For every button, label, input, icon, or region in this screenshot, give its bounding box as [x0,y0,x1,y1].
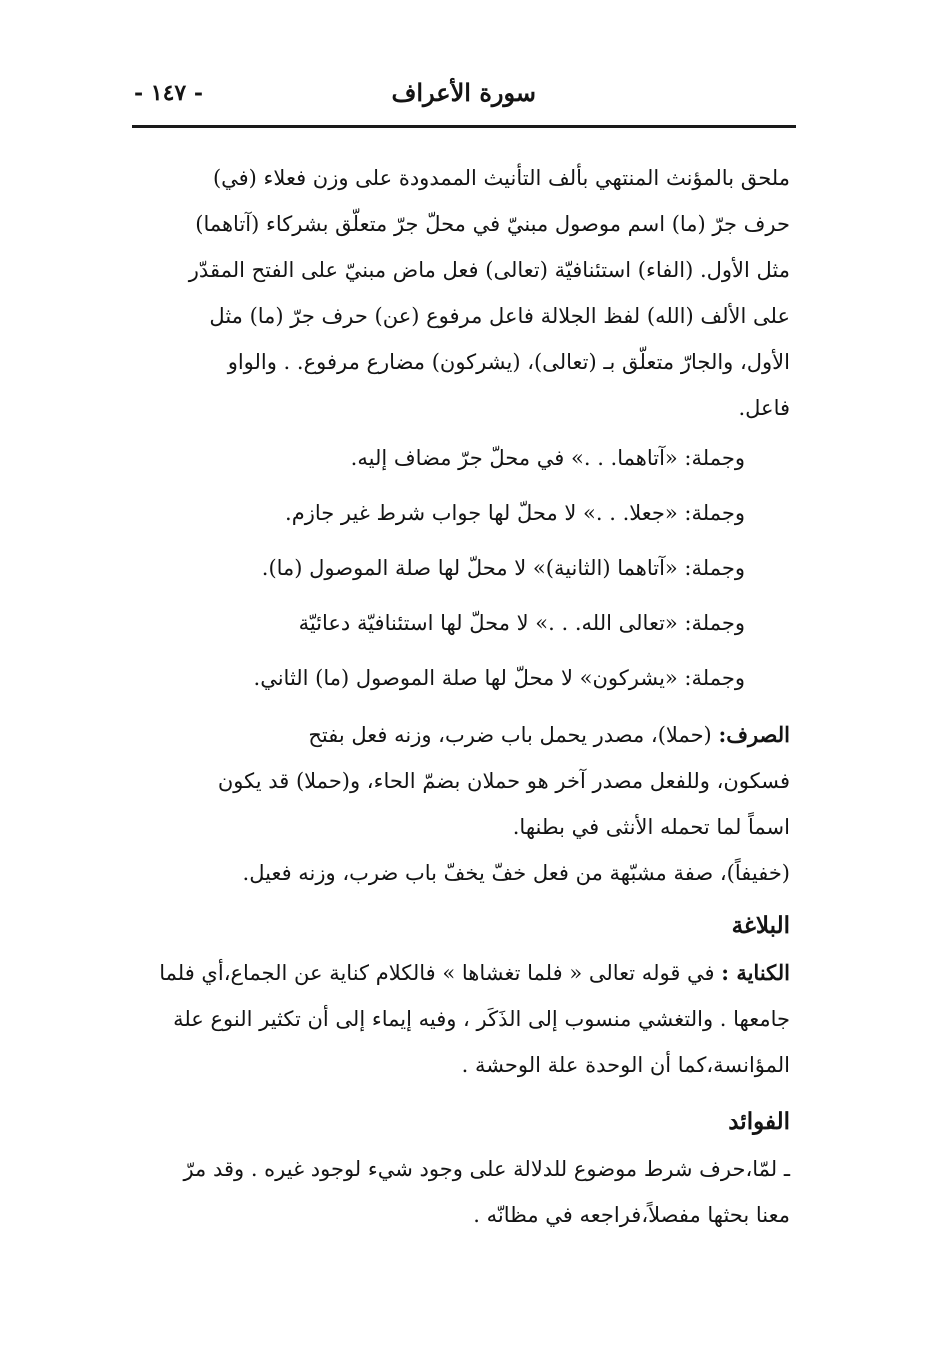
sarf-text: (حملا)، مصدر يحمل باب ضرب، وزنه فعل بفتح [308,723,712,747]
jumal-section [128,431,790,706]
jumla-line: وجملة: «يشركون» لا محلّ لها صلة الموصول (ما) الثاني. [253,666,745,690]
balagha-line: المؤانسة،كما أن الوحدة علة الوحشة . [461,1053,790,1077]
jumla-line: وجملة: «تعالى الله. . .» لا محلّ لها استئنافيّة دعائيّة [298,611,745,635]
sarf-line: اسماً لما تحمله الأنثى في بطنها. [512,815,790,839]
page-number: - ١٤٧ - [134,80,204,106]
fawaid-line: معنا بحثها مفصلاً،فراجعه في مظانّه . [473,1203,790,1227]
fawaid-heading: الفوائد [728,1108,790,1135]
balagha-section [128,902,790,1088]
i3rab-line: مثل الأول. (الفاء) استئنافيّة (تعالى) فعل ماض مبنيّ على الفتح المقدّر [188,258,790,282]
sarf-label: الصرف: [718,722,790,747]
sarf-line: (خفيفاً)، صفة مشبّهة من فعل خفّ يخفّ باب ضرب، وزنه فعيل. [242,861,790,885]
i3rab-section [128,155,790,431]
balagha-line: جامعها . والتغشي منسوب إلى الذَكَر ، وفيه إيماء إلى أن تكثير النوع علة [173,1007,790,1031]
i3rab-line: على الألف (الله) لفظ الجلالة فاعل مرفوع (عن) حرف جرّ (ما) مثل [209,304,790,328]
fawaid-section [128,1098,790,1238]
kinaya-label: الكناية : [721,960,790,985]
i3rab-line: فاعل. [738,396,790,420]
sarf-line: فسكون، وللفعل مصدر آخر هو حملان بضمّ الحاء، و(حملا) قد يكون [217,769,790,793]
jumla-line: وجملة: «جعلا. . .» لا محلّ لها جواب شرط غير جازم. [285,501,745,525]
balagha-heading: البلاغة [731,912,790,939]
i3rab-line: حرف جرّ (ما) اسم موصول مبنيّ في محلّ جرّ متعلّق بشركاء (آتاهما) [195,212,790,236]
page-title: سورة الأعراف [391,78,536,107]
kinaya-text: في قوله تعالى « فلما تغشاها » فالكلام كناية عن الجماع،أي فلما [159,961,715,985]
header-divider [132,125,796,128]
jumla-line: وجملة: «آتاهما (الثانية)» لا محلّ لها صلة الموصول (ما). [261,556,745,580]
fawaid-line: ـ لمّا،حرف شرط موضوع للدلالة على وجود شيء لوجود غيره . وقد مرّ [183,1157,790,1181]
i3rab-line: الأول، والجارّ متعلّق بـ (تعالى)، (يشركون) مضارع مرفوع. . والواو [227,350,790,374]
sarf-section [128,712,790,896]
page-header [132,74,798,118]
jumla-line: وجملة: «آتاهما. . .» في محلّ جرّ مضاف إليه. [350,446,745,470]
page-body [128,155,790,1238]
i3rab-line: ملحق بالمؤنث المنتهي بألف التأنيث الممدودة على وزن فعلاء (في) [212,166,790,190]
